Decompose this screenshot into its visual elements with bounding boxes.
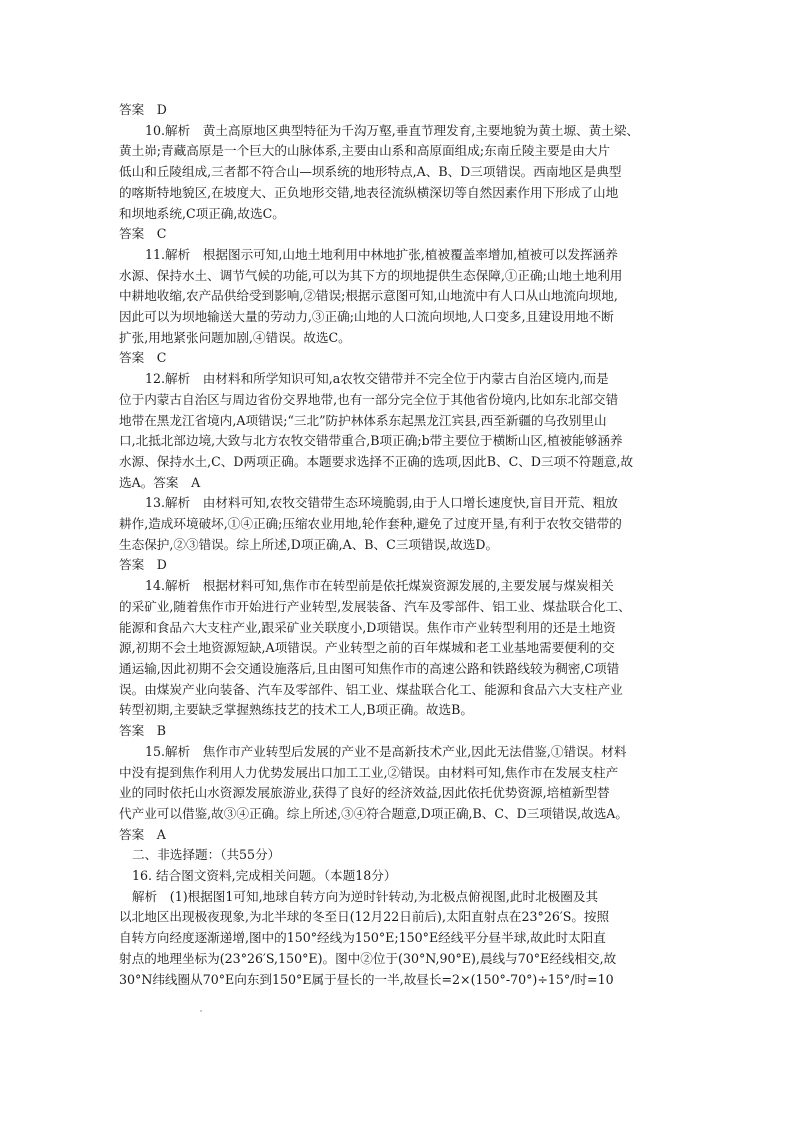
text-line: 14.解析 根据材料可知,焦作市在转型前是依托煤炭资源发展的,主要发展与煤炭相关 [145,578,614,594]
text-line: 选A。答案 A [119,474,201,490]
text-line: 源,初期不会土地资源短缺,A项错误。产业转型之前的百年煤城和老工业基地需要便利的交 [119,640,615,656]
text-line: 答案 A [119,826,166,842]
text-line: 扩张,用地紧张问题加剧,④错误。故选C。 [119,329,351,345]
text-line: 的采矿业,随着焦作市开始进行产业转型,发展装备、汽车及零部件、铝工业、煤盐联合化工、 [119,598,631,614]
text-line: 答案 B [119,723,167,739]
text-line: 位于内蒙古自治区与周边省份交界地带,也有一部分完全位于其他省份境内,比如东北部交错 [119,391,619,407]
scan-speck [200,1010,202,1012]
text-line: 的喀斯特地貌区,在坡度大、正负地形交错,地表径流纵横深切等自然因素作用下形成了山地 [119,184,619,200]
text-line: 射点的地理坐标为(23°26′S,150°E)。图中②位于(30°N,90°E),晨线与70°E经线相交,故 [119,950,617,966]
text-line: 答案 D [119,557,167,573]
text-line: 耕作,造成环境破坏,①④正确;压缩农业用地,轮作套种,避免了过度开垦,有利于农牧交错带的 [119,516,622,532]
text-line: 生态保护,②③错误。综上所述,D项正确,A、B、C三项错误,故选D。 [119,536,499,552]
text-line: 能源和食品六大支柱产业,跟采矿业关联度小,D项错误。焦作市产业转型利用的还是土地资 [119,619,616,635]
text-line: 以北地区出现极夜现象,为北半球的冬至日(12月22日前后),太阳直射点在23°26′S。按照 [119,909,610,925]
text-line: 和坝地系统,C项正确,故选C。 [119,205,285,221]
text-line: 自转方向经度逐渐递增,图中的150°经线为150°E;150°E经线平分昼半球,故此时太阳直 [119,930,606,946]
text-line: 低山和丘陵组成,三者都不符合山—坝系统的地形特点,A、B、D三项错误。西南地区是典型 [119,164,622,180]
text-line: 代产业可以借鉴,故③④正确。综上所述,③④符合题意,D项正确,B、C、D三项错误,故选A。 [119,805,628,821]
text-line: 答案 D [119,102,167,117]
text-line: 中耕地收缩,农产品供给受到影响,②错误;根据示意图可知,山地流中有人口从山地流向坝地, [119,288,618,304]
text-line: 业的同时依托山水资源发展旅游业,获得了良好的经济效益,因此依托优势资源,培植新型替 [119,785,610,801]
text-line: 11.解析 根据图示可知,山地土地利用中林地扩张,植被覆盖率增加,植被可以发挥涵养 [145,246,618,262]
text-line: 口,北抵北部边境,大致与北方农牧交错带重合,B项正确;b带主要位于横断山区,植被能够涵养 [119,433,623,449]
text-line: 黄土峁;青藏高原是一个巨大的山脉体系,主要由山系和高原面组成;东南丘陵主要是由大片 [119,143,611,159]
text-line: 二、非选择题：（共55分） [132,847,281,863]
text-line: 转型初期,主要缺乏掌握熟练技艺的技术工人,B项正确。故选B。 [119,702,473,718]
text-line: 16. 结合图文资料,完成相关问题。（本题18分） [132,868,397,884]
text-line: 误。由煤炭产业向装备、汽车及零部件、铝工业、煤盐联合化工、能源和食品六大支柱产业 [119,681,623,697]
text-line: 因此可以为坝地输送大量的劳动力,③正确;山地的人口流向坝地,人口变多,且建设用地不断 [119,309,614,325]
text-line: 中没有提到焦作利用人力优势发展出口加工工业,②错误。由材料可知,焦作市在发展支柱产 [119,764,619,780]
text-line: 13.解析 由材料可知,农牧交错带生态环境脆弱,由于人口增长速度快,盲目开荒、粗放 [145,495,618,511]
text-line: 水源、保持水土,C、D两项正确。本题要求选择不正确的选项,因此B、C、D三项不符题意,故 [119,453,634,469]
text-line: 答案 C [119,350,167,366]
text-line: 水源、保持水土、调节气候的功能,可以为其下方的坝地提供生态保障,①正确;山地土地利用 [119,267,623,283]
text-line: 15.解析 焦作市产业转型后发展的产业不是高新技术产业,因此无法借鉴,①错误。材料 [145,743,627,759]
text-line: 答案 C [119,226,167,242]
text-line: 30°N纬线圈从70°E向东到150°E属于昼长的一半,故昼长=2×(150°-70°)÷15°/时=10 [119,971,614,987]
text-line: 12.解析 由材料和所学知识可知,a农牧交错带并不完全位于内蒙古自治区境内,而是 [145,371,609,387]
text-line: 通运输,因此初期不会交通设施落后,且由图可知焦作市的高速公路和铁路线较为稠密,C项错 [119,660,620,676]
text-line: 解析 (1)根据图1可知,地球自转方向为逆时针转动,为北极点俯视图,此时北极圈及其 [132,888,599,904]
text-line: 10.解析 黄土高原地区典型特征为千沟万壑,垂直节理发育,主要地貌为黄土塬、黄土梁、 [145,122,640,138]
document-page [119,100,679,990]
text-line: 地带在黑龙江省境内,A项错误;“三北”防护林体系东起黑龙江宾县,西至新疆的乌孜别里山 [119,412,607,428]
